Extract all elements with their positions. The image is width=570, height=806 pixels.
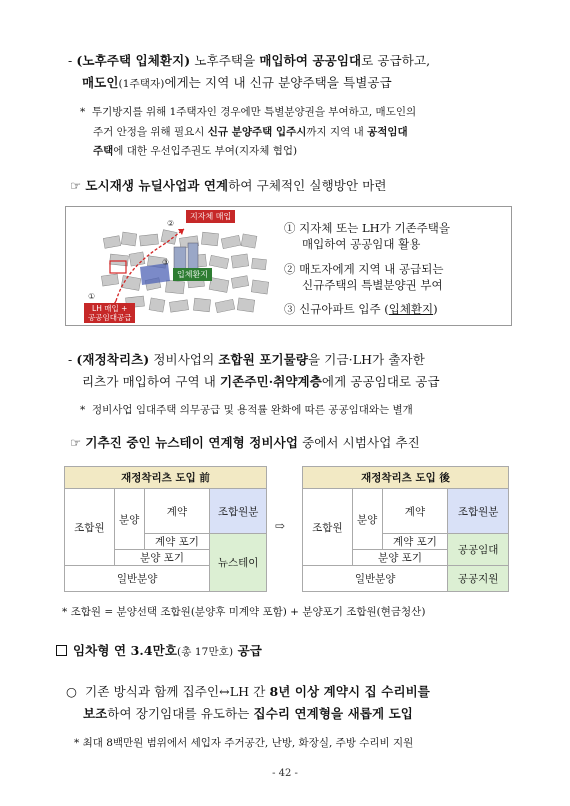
circle-bullet-icon: ○ xyxy=(66,684,78,699)
table-after-header: 재정착리츠 도입 後 xyxy=(303,467,509,489)
transition-arrow-icon: ⇨ xyxy=(275,519,286,533)
table-before-header: 재정착리츠 도입 前 xyxy=(65,467,267,489)
circle-item-line-2: 보조하여 장기임대를 유도하는 집수리 연계형을 새롭게 도입 xyxy=(83,706,413,721)
pointing-hand-icon: ☞ xyxy=(70,178,82,193)
label-lh-purchase: LH 매입 + 공공임대공급 xyxy=(84,303,135,323)
illustration-box xyxy=(65,206,512,326)
circle-item-line-1: ○ 기존 방식과 함께 집주인↔LH 간 8년 이상 계약시 집 수리비를 xyxy=(66,684,430,699)
illus-item-2-line-2: 신규주택의 특별분양권 부여 xyxy=(302,278,443,292)
note-1-line-1: * 투기방지를 위해 1주택자인 경우에만 특별분양권을 부여하고, 매도인의 xyxy=(80,106,417,118)
finger-point-2: ☞ 기추진 중인 뉴스테이 연계형 정비사업 중에서 시범사업 추진 xyxy=(70,435,420,450)
page-number: - 42 - xyxy=(272,768,298,779)
svg-text:①: ① xyxy=(88,292,96,301)
illus-item-3: ③ 신규아파트 입주 (입체환지) xyxy=(284,302,438,316)
label-local-gov-purchase: 지자체 매입 xyxy=(186,210,235,223)
illus-item-1-line-2: 매입하여 공공임대 활용 xyxy=(302,237,421,251)
checkbox-square-icon xyxy=(56,645,67,656)
table-after: 재정착리츠 도입 後 조합원 분양 계약 조합원분 계약 포기 공공임대 분양 포기 일반분양 공공지원 xyxy=(302,466,509,592)
label-three-d-land-readjustment: 입체환지 xyxy=(173,268,212,281)
para-1-heading: (노후주택 입체환지) xyxy=(76,53,191,68)
illustration-list xyxy=(280,207,512,325)
svg-text:③: ③ xyxy=(162,258,170,267)
para-1-line-1: - (노후주택 입체환지) 노후주택을 매입하여 공공임대로 공급하고, xyxy=(68,53,431,68)
note-2: * 정비사업 임대주택 의무공급 및 용적률 완화에 따른 공공임대와는 별개 xyxy=(80,404,413,416)
note-1-line-2: 주거 안정을 위해 필요시 신규 분양주택 입주시까지 지역 내 공적임대 xyxy=(93,126,408,138)
pointing-hand-icon: ☞ xyxy=(70,435,82,450)
note-4: * 최대 8백만원 범위에서 세입자 주거공간, 난방, 화장실, 주방 수리비 지원 xyxy=(74,737,414,749)
para-2-line-2: 리츠가 매입하여 구역 내 기존주민·취약계층에게 공공임대로 공급 xyxy=(82,374,440,389)
note-3: * 조합원 = 분양선택 조합원(분양후 미계약 포함) + 분양포기 조합원(현금청산) xyxy=(62,606,426,618)
svg-text:②: ② xyxy=(167,219,175,228)
section-3-heading: 임차형 연 3.4만호(총 17만호) 공급 xyxy=(56,641,262,659)
para-2-line-1: - (재정착리츠) 정비사업의 조합원 포기물량을 기금·LH가 출자한 xyxy=(68,352,425,367)
illus-item-2-line-1: ② 매도자에게 지역 내 공급되는 xyxy=(284,262,444,276)
illus-item-1-line-1: ① 지자체 또는 LH가 기존주택을 xyxy=(284,221,450,235)
para-1-line-2: 매도인(1주택자)에게는 지역 내 신규 분양주택을 특별공급 xyxy=(82,75,392,90)
table-before: 재정착리츠 도입 前 조합원 분양 계약 조합원분 계약 포기 뉴스테이 분양 포기 일반분양 xyxy=(64,466,267,592)
finger-point-1: ☞ 도시재생 뉴딜사업과 연계하여 구체적인 실행방안 마련 xyxy=(70,178,387,193)
note-1-line-3: 주택에 대한 우선입주권도 부여(지자체 협업) xyxy=(93,145,298,157)
